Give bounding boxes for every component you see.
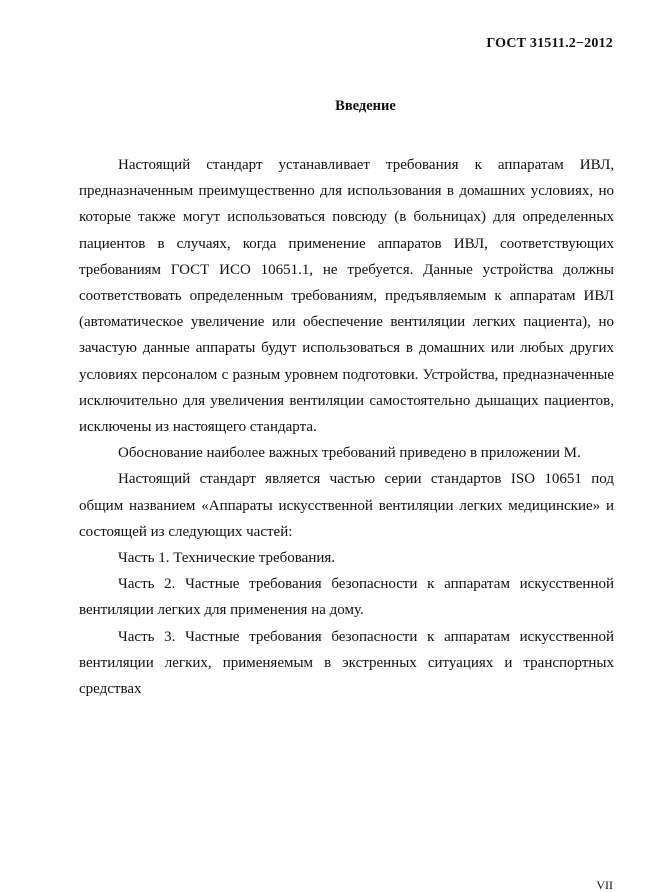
- paragraph-part-3: Часть 3. Частные требования безопасности к аппаратам искусственной вентиляции легких, применяемым в экстренных ситуациях и транспортных средствах: [79, 628, 614, 698]
- paragraph-scope: Настоящий стандарт устанавливает требования к аппаратам ИВЛ, предназначенным преимущественно для использования в домашних условиях, но которые также могут использоваться повсюду (в больницах) для определенных пациентов в случаях, когда применение аппаратов ИВЛ, соответствующих требованиям ГОСТ ИСО 10651.1, не требуется. Данные устройства должны соответствовать определенным требованиям, предъявляемым к аппаратам ИВЛ (автоматическое увеличение или обеспечение вентиляции легких пациента), но зачастую данные аппараты будут использоваться в домашних или любых других условиях персоналом с разным уровнем подготовки. Устройства, предназначенные исключительно для увеличения вентиляции самостоятельно дышащих пациентов, исключены из настоящего стандарта.: [79, 157, 614, 436]
- body-text: [79, 152, 614, 702]
- paragraph-part-1: Часть 1. Технические требования.: [118, 550, 336, 567]
- paragraph-part-2: Часть 2. Частные требования безопасности к аппаратам искусственной вентиляции легких для применения на дому.: [79, 576, 614, 619]
- paragraph-rationale: Обоснование наиболее важных требований приведено в приложении М.: [118, 445, 581, 462]
- section-title: Введение: [335, 98, 396, 114]
- document-code: ГОСТ 31511.2−2012: [486, 36, 613, 51]
- paragraph-series: Настоящий стандарт является частью серии стандартов ISO 10651 под общим названием «Аппараты искусственной вентиляции легких медицинские» и состоящей из следующих частей:: [79, 471, 614, 540]
- page-number: VII: [596, 878, 613, 892]
